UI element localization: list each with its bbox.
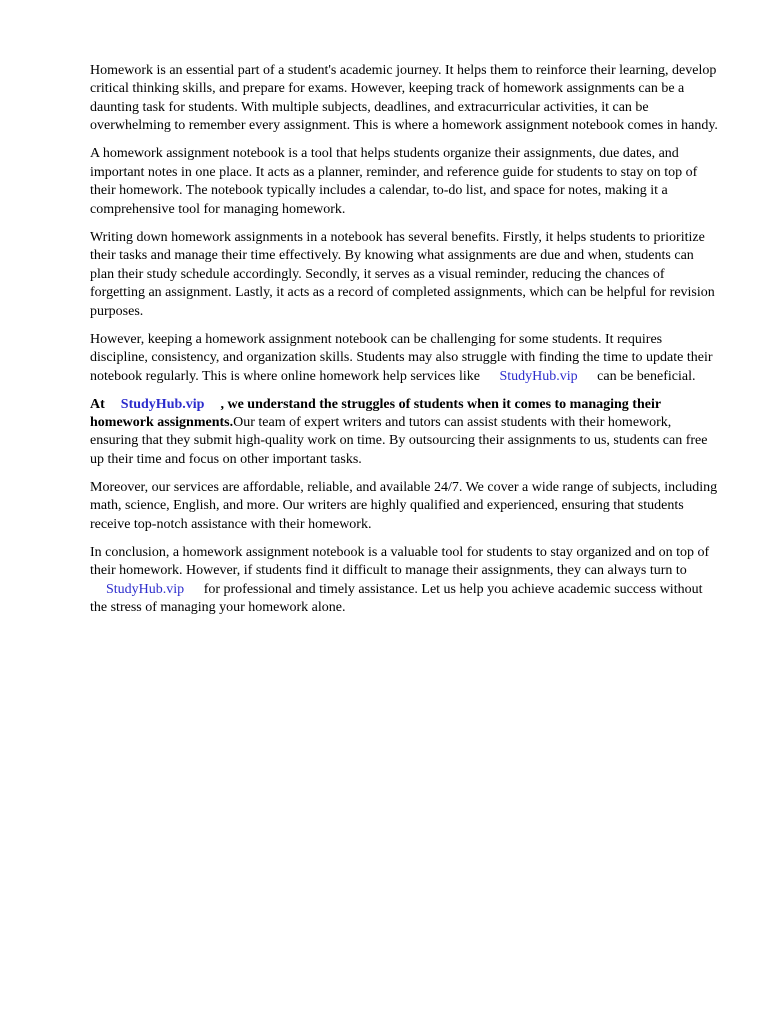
text-segment: Our team of expert writers and tutors can assist students with their homework, ensuring that they submit high-quality work on time. By outsourcing their assignments to us, students can free up their time and focus on other important tasks. [90,414,708,467]
studyhub-link[interactable]: StudyHub.vip [106,581,185,597]
paragraph [90,62,720,136]
paragraph [90,229,720,321]
studyhub-link[interactable]: StudyHub.vip [120,396,205,412]
paragraph [90,331,720,386]
text-segment: Moreover, our services are affordable, reliable, and available 24/7. We cover a wide range of subjects, including math, science, English, and more. Our writers are highly qualified and experienced, ensuring that students receive top-notch assistance with their homework. [90,479,718,532]
studyhub-link[interactable]: StudyHub.vip [499,368,578,384]
text-segment: Writing down homework assignments in a notebook has several benefits. Firstly, it helps students to prioritize their tasks and manage their time effectively. By knowing what assignments are due and when, students can plan their study schedule accordingly. Secondly, it serves as a visual reminder, reducing the chances of forgetting an assignment. Lastly, it acts as a record of completed assignments, which can be helpful for revision purposes. [90,229,715,319]
text-segment: However, keeping a homework assignment notebook can be challenging for some students. It requires discipline, consistency, and organization skills. Students may also struggle with finding the time to update their notebook regularly. This is where online homework help services like [90,331,713,384]
paragraph [90,544,720,618]
text-segment: , we understand the struggles of students when it comes to managing their homework assignments. [90,396,661,430]
text-segment: can be beneficial. [593,368,696,384]
text-segment: Homework is an essential part of a student's academic journey. It helps them to reinforce their learning, develop critical thinking skills, and prepare for exams. However, keeping track of homework assignments can be a daunting task for students. With multiple subjects, deadlines, and extracurricular activities, it can be overwhelming to remember every assignment. This is where a homework assignment notebook comes in handy. [90,63,718,134]
text-segment: At [90,396,105,412]
text-segment: for professional and timely assistance. Let us help you achieve academic success without the stress of managing your homework alone. [90,581,703,616]
text-segment: In conclusion, a homework assignment notebook is a valuable tool for students to stay organized and on top of their homework. However, if students find it difficult to manage their assignments, they can always turn to [90,544,710,579]
paragraph [90,396,720,470]
text-segment: A homework assignment notebook is a tool that helps students organize their assignments, due dates, and important notes in one place. It acts as a planner, reminder, and reference guide for students to stay on top of their homework. The notebook typically includes a calendar, to-do list, and space for notes, making it a comprehensive tool for managing homework. [90,146,698,217]
paragraph [90,479,720,534]
paragraph [90,145,720,219]
